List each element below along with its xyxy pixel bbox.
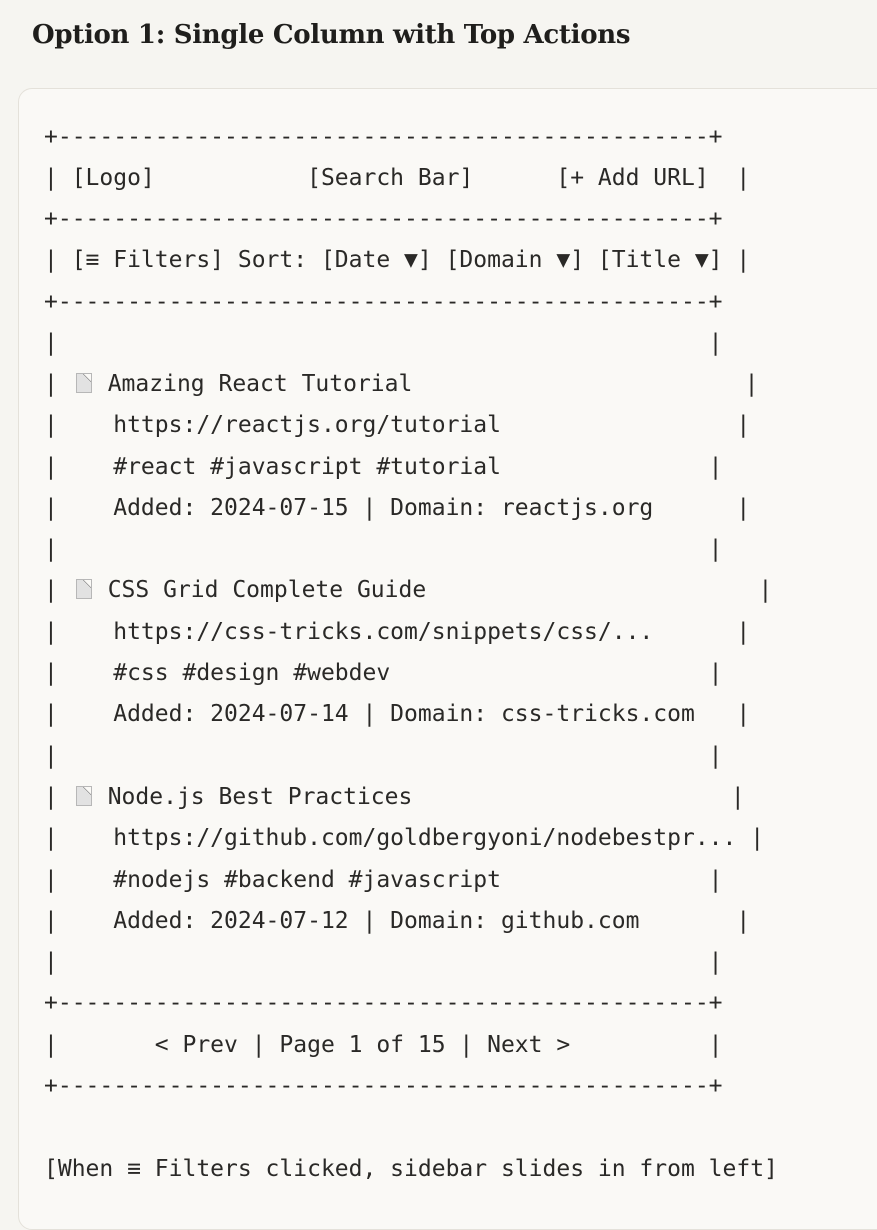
wireframe-item-title-row: [44, 576, 772, 604]
row-prefix: |: [44, 784, 72, 810]
page-title: Option 1: Single Column with Top Actions: [32, 20, 631, 50]
wireframe-blank-row: | |: [44, 536, 723, 562]
wireframe-blank-row: | |: [44, 743, 723, 769]
row-prefix: |: [44, 371, 72, 397]
wireframe-item-tags-row: | #nodejs #backend #javascript |: [44, 867, 723, 893]
wireframe-item-meta-row: | Added: 2024-07-12 | Domain: github.com |: [44, 908, 751, 934]
wireframe-pagination-row: | < Prev | Page 1 of 15 | Next > |: [44, 1032, 723, 1058]
document-icon: [76, 579, 92, 599]
wireframe-item-meta-row: | Added: 2024-07-14 | Domain: css-tricks.com |: [44, 701, 751, 727]
wireframe-item-url-row: | https://css-tricks.com/snippets/css/... |: [44, 619, 751, 645]
wireframe-blank-row: | |: [44, 949, 723, 975]
wireframe-item-url-row: | https://reactjs.org/tutorial |: [44, 412, 751, 438]
wireframe-divider: +-----------------------------------------------+: [44, 289, 723, 315]
wireframe-divider: +-----------------------------------------------+: [44, 990, 723, 1016]
wireframe-blank-row: | |: [44, 330, 723, 356]
item-title: Node.js Best Practices |: [107, 784, 745, 810]
wireframe-item-tags-row: | #css #design #webdev |: [44, 660, 723, 686]
wireframe-divider: +-----------------------------------------------+: [44, 206, 723, 232]
wireframe-item-url-row: | https://github.com/goldbergyoni/nodebestpr... |: [44, 825, 765, 851]
document-icon: [76, 786, 92, 806]
item-title: Amazing React Tutorial |: [107, 371, 759, 397]
wireframe-header-row: | [Logo] [Search Bar] [+ Add URL] |: [44, 165, 751, 191]
wireframe-border-bottom: +-----------------------------------------------+: [44, 1073, 723, 1099]
wireframe-border-top: +-----------------------------------------------+: [44, 124, 723, 150]
wireframe-item-meta-row: | Added: 2024-07-15 | Domain: reactjs.org |: [44, 495, 751, 521]
row-prefix: |: [44, 577, 72, 603]
wireframe-footnote: [When ≡ Filters clicked, sidebar slides in from left]: [44, 1156, 778, 1182]
item-title: CSS Grid Complete Guide |: [107, 577, 773, 603]
wireframe-toolbar-row: | [≡ Filters] Sort: [Date ▼] [Domain ▼] [Title ▼] |: [44, 247, 751, 273]
wireframe-item-tags-row: | #react #javascript #tutorial |: [44, 454, 723, 480]
document-icon: [76, 373, 92, 393]
wireframe-item-title-row: [44, 783, 745, 811]
wireframe-item-title-row: [44, 370, 759, 398]
